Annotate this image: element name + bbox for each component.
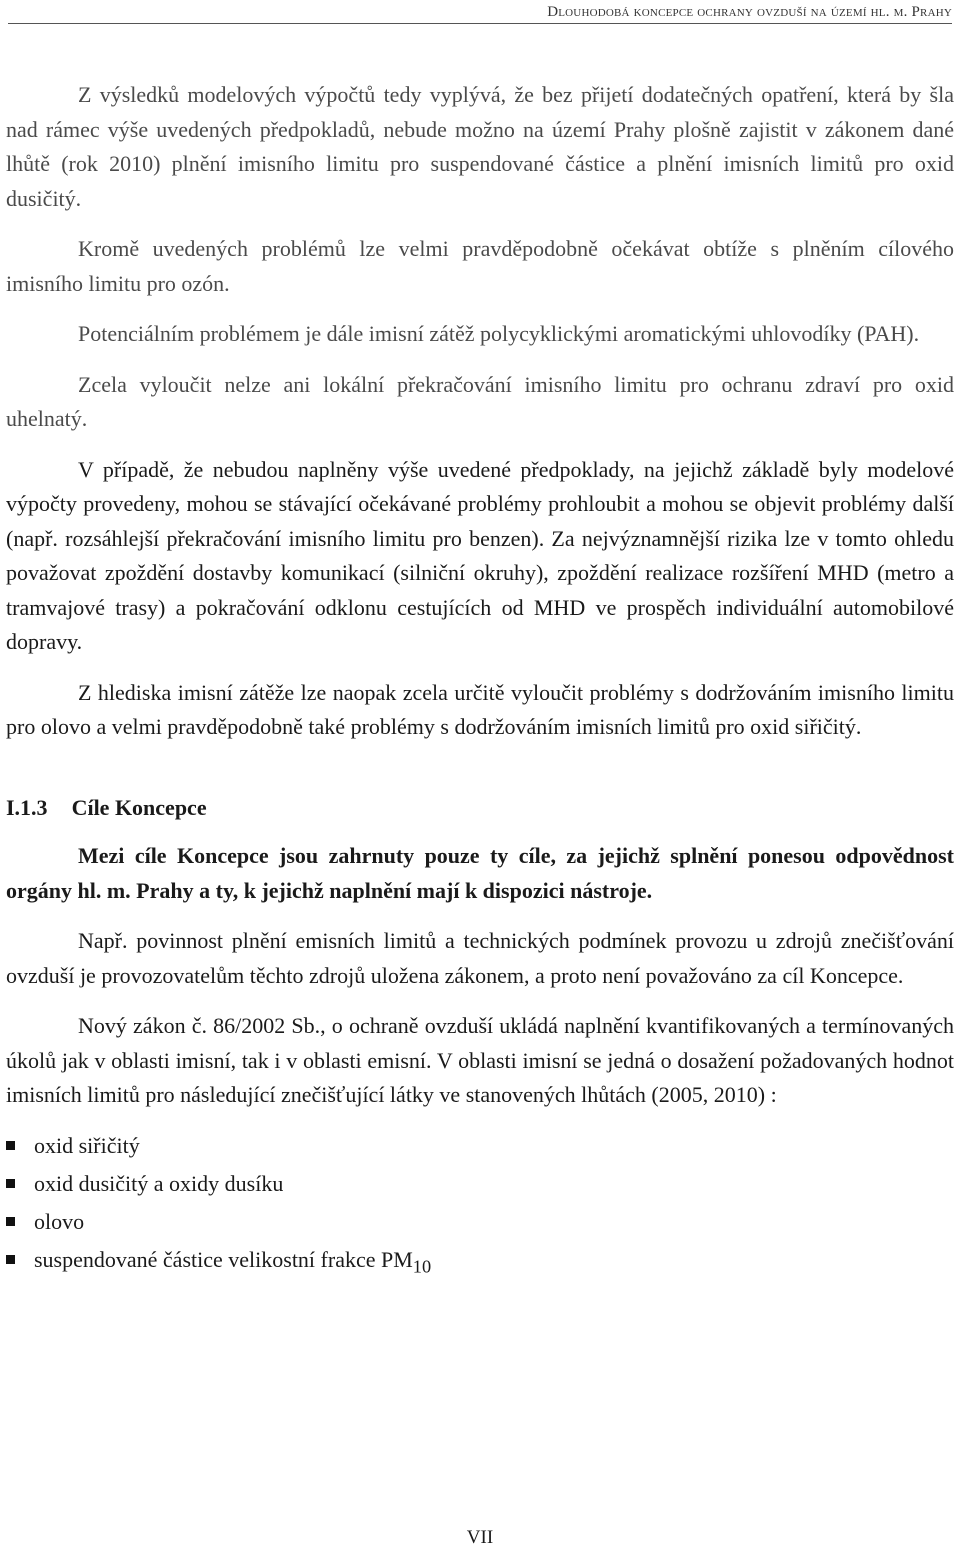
bullet-square-icon (6, 1141, 15, 1150)
list-item (6, 1167, 954, 1201)
page-number: VII (466, 1527, 494, 1548)
list-item (6, 1243, 954, 1283)
section-number: I.1.3 (6, 794, 48, 820)
bullet-square-icon (6, 1179, 15, 1188)
running-head: Dlouhodobá koncepce ochrany ovzduší na území hl. m. Prahy (8, 4, 952, 24)
paragraph-section-1: Např. povinnost plnění emisních limitů a technických podmínek provozu u zdrojů znečišťování ovzduší je provozovatelům těchto zdrojů uložena zákonem, a proto není považováno za cíl Koncepce. (6, 928, 954, 988)
pollutant-list (6, 1129, 954, 1283)
list-item-text: suspendované částice velikostní frakce PM (34, 1246, 413, 1272)
bullet-square-icon (6, 1255, 15, 1264)
paragraph-section-2: Nový zákon č. 86/2002 Sb., o ochraně ovzduší ukládá naplnění kvantifikovaných a termínovaných úkolů jak v oblasti imisní, tak i v oblasti emisní. V oblasti imisní se jedná o dosažení požadovaných hodnot imisních limitů pro následující znečišťující látky ve stanovených lhůtách (2005, 2010) : (6, 1013, 954, 1107)
paragraph-main-1: V případě, že nebudou naplněny výše uvedené předpoklady, na jejichž základě byly modelové výpočty provedeny, mohou se stávající očekávané problémy prohloubit a mohou se objevit problémy další (např. rozsáhlejší překračování imisního limitu pro benzen). Za nejvýznamnější rizika lze v tomto ohledu považovat zpoždění dostavby komunikací (silniční okruhy), zpoždění realizace rozšíření MHD (metro a tramvajové trasy) a pokračování odklonu cestujících od MHD ve prospěch individuální automobilové dopravy. (6, 456, 954, 654)
list-item-text: olovo (34, 1208, 85, 1234)
list-item (6, 1205, 954, 1239)
paragraph-main-2: Z hlediska imisní zátěže lze naopak zcela určitě vyloučit problémy s dodržováním imisního limitu pro olovo a velmi pravděpodobně také problémy s dodržováním imisních limitů pro oxid siřičitý. (6, 679, 954, 739)
paragraph-intro-1: Z výsledků modelových výpočtů tedy vyplývá, že bez přijetí dodatečných opatření, která by šla nad rámec výše uvedených předpokladů, nebude možno na území Prahy plošně zajistit v zákonem dané lhůtě (rok 2010) plnění imisního limitu pro suspendované částice a plnění imisních limitů pro oxid dusičitý. (6, 82, 954, 211)
section-heading (6, 791, 954, 826)
list-item-subscript: 10 (412, 1255, 432, 1276)
bullet-square-icon (6, 1217, 15, 1226)
list-item (6, 1129, 954, 1163)
paragraph-intro-4: Zcela vyloučit nelze ani lokální překračování imisního limitu pro ochranu zdraví pro oxid uhelnatý. (6, 371, 954, 431)
paragraph-intro-3: Potenciálním problémem je dále imisní zátěž polycyklickými aromatickými uhlovodíky (PAH). (78, 321, 920, 346)
paragraph-bold: Mezi cíle Koncepce jsou zahrnuty pouze ty cíle, za jejichž splnění ponesou odpovědnost orgány hl. m. Prahy a ty, k jejichž naplnění mají k dispozici nástroje. (6, 843, 954, 903)
document-body (6, 78, 954, 1287)
paragraph-intro-2: Kromě uvedených problémů lze velmi pravděpodobně očekávat obtíže s plněním cílového imisního limitu pro ozón. (6, 236, 954, 296)
list-item-text: oxid dusičitý a oxidy dusíku (34, 1170, 284, 1196)
section-title: Cíle Koncepce (71, 794, 207, 820)
list-item-text: oxid siřičitý (34, 1132, 140, 1158)
